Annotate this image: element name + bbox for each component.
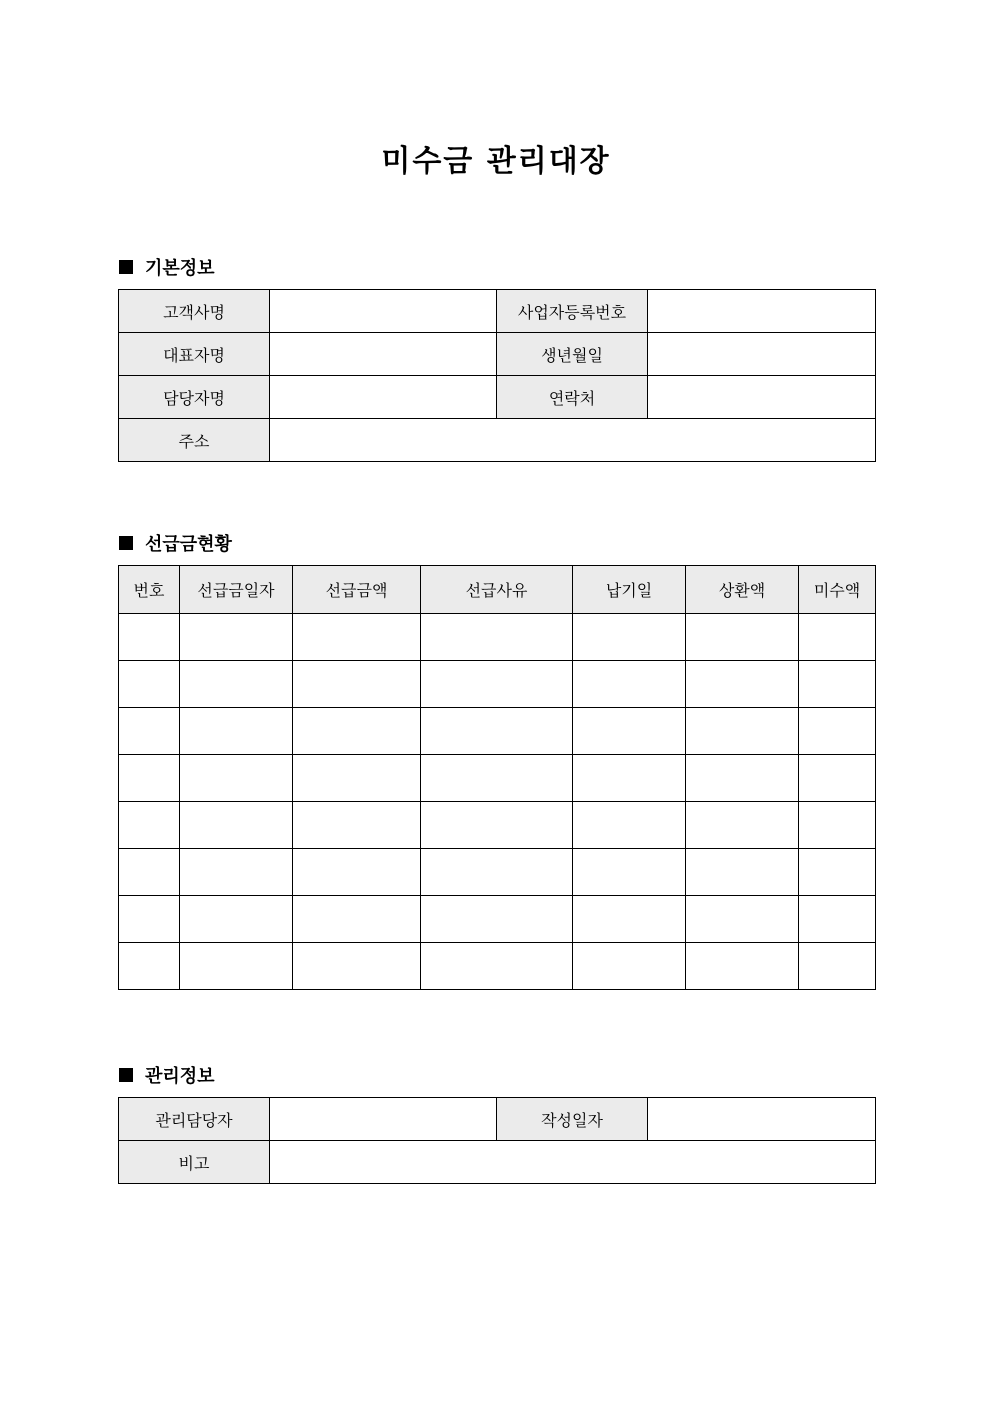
table-cell[interactable]	[180, 708, 293, 755]
col-header-advance-date: 선급금일자	[180, 566, 293, 614]
table-row	[119, 290, 876, 333]
table-row	[119, 1098, 876, 1141]
table-cell[interactable]	[293, 849, 421, 896]
col-header-due-date: 납기일	[573, 566, 686, 614]
customer-name-label: 고객사명	[119, 290, 270, 333]
section-heading-basic-label: 기본정보	[145, 258, 215, 279]
contact-field[interactable]	[648, 376, 876, 419]
table-cell[interactable]	[799, 849, 876, 896]
birth-date-field[interactable]	[648, 333, 876, 376]
table-row	[119, 1141, 876, 1184]
table-cell[interactable]	[421, 943, 573, 990]
contact-label: 연락처	[497, 376, 648, 419]
table-cell[interactable]	[421, 802, 573, 849]
section-heading-management-label: 관리정보	[145, 1066, 215, 1087]
col-header-advance-amount: 선급금액	[293, 566, 421, 614]
management-info-table	[118, 1097, 876, 1184]
square-bullet-icon	[119, 536, 133, 550]
col-header-repaid-amount: 상환액	[686, 566, 799, 614]
col-header-number: 번호	[119, 566, 180, 614]
table-cell[interactable]	[799, 802, 876, 849]
col-header-advance-reason: 선급사유	[421, 566, 573, 614]
table-cell[interactable]	[180, 896, 293, 943]
table-row	[119, 943, 876, 990]
table-cell[interactable]	[119, 661, 180, 708]
table-cell[interactable]	[119, 755, 180, 802]
table-row	[119, 896, 876, 943]
table-cell[interactable]	[799, 661, 876, 708]
table-cell[interactable]	[180, 614, 293, 661]
admin-manager-label: 관리담당자	[119, 1098, 270, 1141]
table-row	[119, 755, 876, 802]
customer-name-field[interactable]	[270, 290, 497, 333]
manager-field[interactable]	[270, 376, 497, 419]
table-cell[interactable]	[573, 708, 686, 755]
representative-field[interactable]	[270, 333, 497, 376]
address-label: 주소	[119, 419, 270, 462]
table-cell[interactable]	[686, 802, 799, 849]
table-cell[interactable]	[799, 896, 876, 943]
manager-label: 담당자명	[119, 376, 270, 419]
remarks-label: 비고	[119, 1141, 270, 1184]
table-cell[interactable]	[119, 614, 180, 661]
table-cell[interactable]	[180, 943, 293, 990]
table-cell[interactable]	[573, 849, 686, 896]
square-bullet-icon	[119, 1068, 133, 1082]
table-row	[119, 849, 876, 896]
table-cell[interactable]	[421, 896, 573, 943]
address-field[interactable]	[270, 419, 876, 462]
section-heading-management	[119, 1062, 215, 1088]
table-cell[interactable]	[573, 755, 686, 802]
square-bullet-icon	[119, 260, 133, 274]
table-cell[interactable]	[119, 849, 180, 896]
advance-status-table	[118, 565, 876, 990]
table-cell[interactable]	[180, 802, 293, 849]
table-cell[interactable]	[293, 661, 421, 708]
table-cell[interactable]	[119, 896, 180, 943]
table-cell[interactable]	[293, 708, 421, 755]
table-cell[interactable]	[799, 708, 876, 755]
table-row	[119, 333, 876, 376]
table-cell[interactable]	[421, 849, 573, 896]
table-row	[119, 661, 876, 708]
table-cell[interactable]	[573, 943, 686, 990]
remarks-field[interactable]	[270, 1141, 876, 1184]
table-cell[interactable]	[421, 755, 573, 802]
written-date-label: 작성일자	[497, 1098, 648, 1141]
table-cell[interactable]	[293, 896, 421, 943]
table-cell[interactable]	[573, 661, 686, 708]
table-cell[interactable]	[686, 614, 799, 661]
table-cell[interactable]	[799, 755, 876, 802]
table-cell[interactable]	[119, 943, 180, 990]
table-row	[119, 708, 876, 755]
table-cell[interactable]	[180, 755, 293, 802]
table-cell[interactable]	[573, 614, 686, 661]
table-cell[interactable]	[686, 708, 799, 755]
table-cell[interactable]	[180, 661, 293, 708]
business-reg-no-field[interactable]	[648, 290, 876, 333]
table-cell[interactable]	[421, 708, 573, 755]
table-row	[119, 376, 876, 419]
section-heading-basic	[119, 254, 215, 280]
birth-date-label: 생년월일	[497, 333, 648, 376]
table-cell[interactable]	[573, 802, 686, 849]
table-row	[119, 614, 876, 661]
table-cell[interactable]	[293, 802, 421, 849]
written-date-field[interactable]	[648, 1098, 876, 1141]
table-row	[119, 802, 876, 849]
table-header-row	[119, 566, 876, 614]
table-cell[interactable]	[421, 661, 573, 708]
table-cell[interactable]	[293, 943, 421, 990]
table-cell[interactable]	[686, 661, 799, 708]
business-reg-no-label: 사업자등록번호	[497, 290, 648, 333]
table-cell[interactable]	[119, 802, 180, 849]
section-heading-advance	[119, 530, 232, 556]
table-cell[interactable]	[686, 896, 799, 943]
table-row	[119, 419, 876, 462]
table-cell[interactable]	[686, 755, 799, 802]
table-cell[interactable]	[119, 708, 180, 755]
page-title: 미수금 관리대장	[381, 144, 611, 179]
representative-label: 대표자명	[119, 333, 270, 376]
table-cell[interactable]	[180, 849, 293, 896]
col-header-outstanding-amount: 미수액	[799, 566, 876, 614]
table-cell[interactable]	[573, 896, 686, 943]
table-cell[interactable]	[686, 849, 799, 896]
table-cell[interactable]	[421, 614, 573, 661]
table-cell[interactable]	[293, 614, 421, 661]
table-cell[interactable]	[799, 943, 876, 990]
table-cell[interactable]	[799, 614, 876, 661]
basic-info-table	[118, 289, 876, 462]
section-heading-advance-label: 선급금현황	[145, 534, 232, 555]
table-cell[interactable]	[686, 943, 799, 990]
table-cell[interactable]	[293, 755, 421, 802]
admin-manager-field[interactable]	[270, 1098, 497, 1141]
